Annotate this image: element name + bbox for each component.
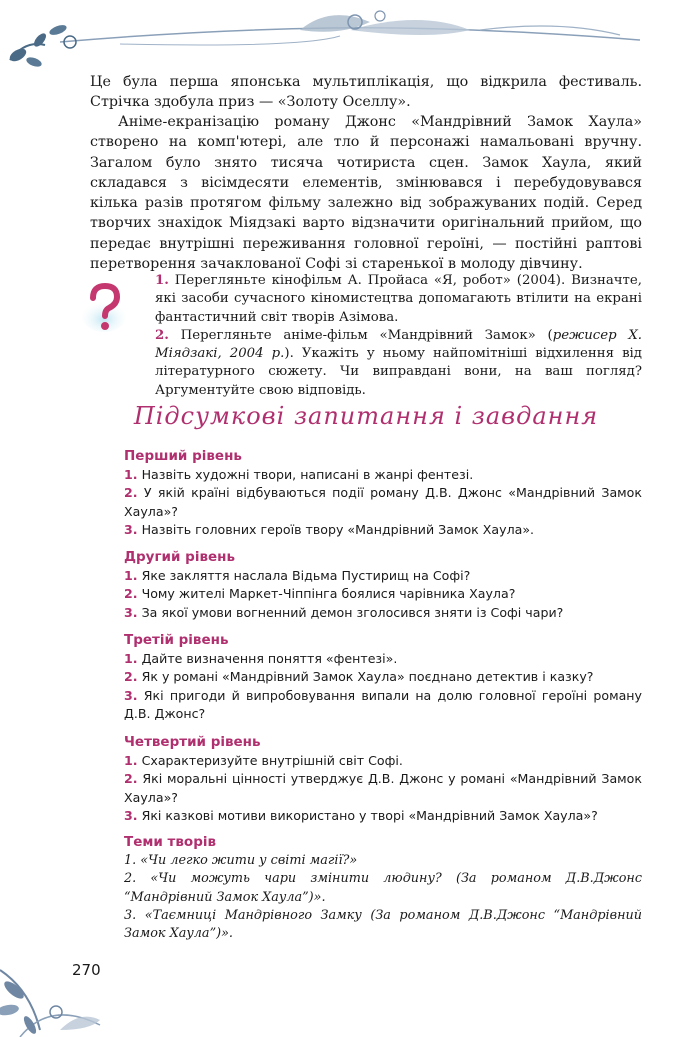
- item-text: Чому жителі Маркет-Чіппінга боялися чарівника Хаула?: [141, 586, 516, 602]
- list-item: [124, 650, 642, 668]
- list-item: [124, 521, 642, 539]
- list-item: [124, 484, 642, 521]
- list-item: [124, 687, 642, 724]
- item-number: 2.: [124, 669, 138, 685]
- item-text: «Чи можуть чари змінити людину? (За романом Д.В.Джонс “Мандрівний Замок Хаула”)».: [124, 871, 642, 905]
- section-title: Підсумкові запитання і завдання: [133, 402, 599, 430]
- item-text: Назвіть художні твори, написані в жанрі фентезі.: [141, 467, 474, 482]
- paragraph-1: Це була перша японська мультиплікація, що відкрила фестиваль. Стрічка здобула приз — «Золоту Оселлу».: [90, 74, 642, 111]
- item-text: Схарактеризуйте внутрішній світ Софі.: [141, 753, 403, 768]
- item-text: Які пригоди й випробовування випали на долю головної героїні роману Д.В. Джонс?: [124, 687, 642, 721]
- item-number: 1.: [124, 568, 138, 583]
- level-title: Другий рівень: [124, 549, 236, 565]
- task-1-number: 1.: [155, 273, 169, 288]
- item-number: 2.: [124, 771, 138, 787]
- list-item: [124, 770, 642, 807]
- level-title: Перший рівень: [124, 448, 242, 464]
- item-number: 1.: [124, 753, 138, 768]
- paragraph-2: Аніме-екранізацію роману Джонс «Мандрівний Замок Хаула» створено на комп'ютері, але тло й персонажі намальовані вручну. Загалом було знято тисяча чотириста сцен. Замок Хаула, який складався з вісімдесяти елементів, змінювався і перебудовувався кілька разів протягом фільму залежно від зображуваних подій. Серед творчих знахідок Міядзакі варто відзначити оригінальний прийом, що передає внутрішні переживання головної героїні, — постійні раптові перетворення зачаклованої Софі зі старенької в молоду дівчину.: [90, 114, 642, 273]
- list-item: [124, 567, 642, 585]
- task-2-text-after: ). Укажіть у ньому найпомітніші відхилення від літературного сюжету. Чи виправдані вони, на ваш погляд? Аргументуйте свою відповідь.: [155, 346, 642, 398]
- question-mark-icon: [82, 282, 128, 334]
- item-text: Яке закляття наслала Відьма Пустирищ на Софі?: [141, 568, 471, 583]
- task-2-text-italic: режисер Х. Міядзакі, 2004 р.: [155, 327, 643, 362]
- level-title: Теми творів: [124, 834, 217, 850]
- item-text: Які моральні цінності утверджує Д.В. Джонс у романі «Мандрівний Замок Хаула»?: [124, 771, 642, 805]
- level-third: [124, 632, 642, 723]
- list-item: [124, 466, 642, 484]
- item-number: 2.: [124, 871, 137, 887]
- item-number: 3.: [124, 907, 137, 923]
- task-2-number: 2.: [155, 327, 169, 343]
- item-number: 3.: [124, 807, 138, 823]
- item-number: 3.: [124, 521, 138, 537]
- level-second: [124, 549, 642, 622]
- level-title: Третій рівень: [124, 632, 229, 648]
- item-number: 3.: [124, 687, 138, 703]
- item-text: Дайте визначення поняття «фентезі».: [141, 651, 398, 666]
- item-number: 1.: [124, 853, 137, 868]
- essay-topics: [124, 834, 642, 943]
- item-number: 1.: [124, 651, 138, 666]
- item-number: 1.: [124, 467, 138, 482]
- level-fourth: [124, 734, 642, 825]
- bottom-floral-ornament-icon: [0, 930, 120, 1037]
- item-number: 3.: [124, 604, 138, 620]
- item-text: За якої умови вогненний демон зголосився зняти із Софі чари?: [141, 604, 564, 620]
- list-item: [124, 870, 642, 907]
- level-title: Четвертий рівень: [124, 734, 261, 750]
- list-item: [124, 852, 642, 870]
- task-2-text-before: Перегляньте аніме-фільм «Мандрівний Замок» (: [180, 327, 553, 343]
- level-first: [124, 448, 642, 539]
- list-item: [124, 807, 642, 825]
- item-text: У якій країні відбуваються події роману Д.В. Джонс «Мандрівний Замок Хаула»?: [124, 485, 642, 519]
- list-item: [124, 604, 642, 622]
- item-number: 2.: [124, 485, 138, 501]
- list-item: [124, 907, 642, 944]
- list-item: [124, 668, 642, 686]
- list-item: [124, 752, 642, 770]
- item-text: «Чи легко жити у світі магії?»: [140, 853, 358, 868]
- list-item: [124, 585, 642, 603]
- page-number: 270: [72, 961, 101, 979]
- top-floral-ornament-icon: [0, 0, 700, 70]
- item-text: Назвіть головних героїв твору «Мандрівний Замок Хаула».: [141, 521, 535, 537]
- item-text: Які казкові мотиви використано у творі «Мандрівний Замок Хаула»?: [141, 807, 598, 823]
- task-1-text: Перегляньте кінофільм А. Пройаса «Я, робот» (2004). Визначте, які засоби сучасного кіномистецтва допомагають втілити на екрані фантастичний світ творів Азімова.: [155, 273, 642, 325]
- tasks-block: [155, 272, 642, 400]
- item-text: Як у романі «Мандрівний Замок Хаула» поєднано детектив і казку?: [141, 669, 594, 685]
- task-1: [155, 272, 642, 327]
- task-2: [155, 327, 642, 400]
- item-text: «Таємниці Мандрівного Замку (За романом Д.В.Джонс “Мандрівний Замок Хаула”)».: [124, 907, 642, 942]
- item-number: 2.: [124, 586, 138, 602]
